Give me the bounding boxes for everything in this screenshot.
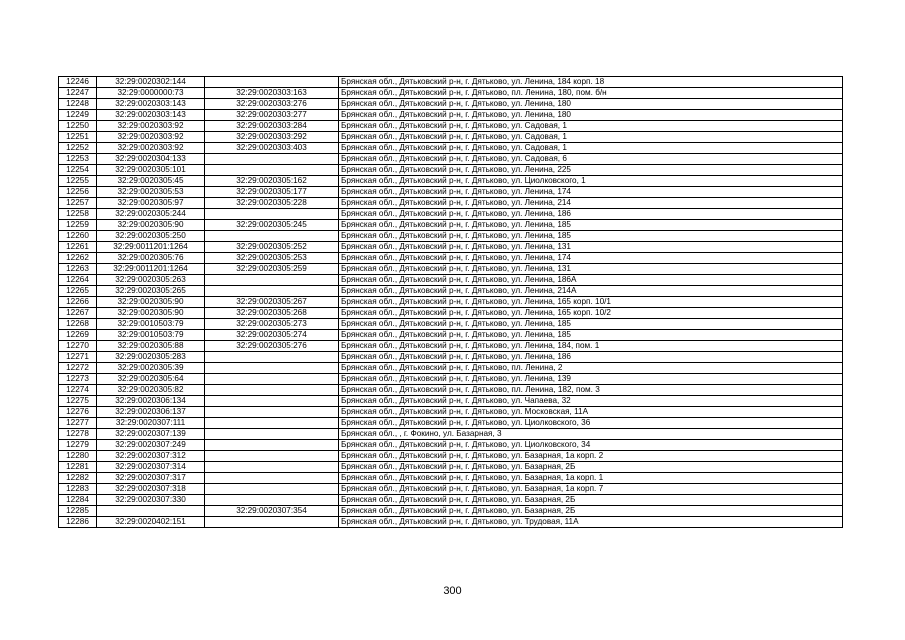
cadastral-number-cell: 32:29:0020303:92 xyxy=(97,121,205,132)
table-row xyxy=(59,308,843,319)
table-row xyxy=(59,154,843,165)
row-number-cell: 12251 xyxy=(59,132,97,143)
table-row xyxy=(59,341,843,352)
table-row xyxy=(59,429,843,440)
row-number-cell: 12269 xyxy=(59,330,97,341)
table-row xyxy=(59,198,843,209)
object-cadastral-number-cell: 32:29:0020305:245 xyxy=(205,220,339,231)
table-row xyxy=(59,143,843,154)
row-number-cell: 12274 xyxy=(59,385,97,396)
table-row xyxy=(59,495,843,506)
cadastral-number-cell: 32:29:0020307:249 xyxy=(97,440,205,451)
address-cell: Брянская обл., Дятьковский р-н, г. Дятьково, ул. Ленина, 180 xyxy=(339,99,843,110)
address-cell: Брянская обл., Дятьковский р-н, г. Дятьково, пл. Ленина, 182, пом. 3 xyxy=(339,385,843,396)
object-cadastral-number-cell xyxy=(205,286,339,297)
table-row xyxy=(59,385,843,396)
cadastral-number-cell: 32:29:0020305:90 xyxy=(97,220,205,231)
object-cadastral-number-cell: 32:29:0020305:268 xyxy=(205,308,339,319)
address-cell: Брянская обл., Дятьковский р-н, г. Дятьково, ул. Базарная, 2Б xyxy=(339,506,843,517)
cadastral-number-cell: 32:29:0020307:139 xyxy=(97,429,205,440)
object-cadastral-number-cell: 32:29:0020303:284 xyxy=(205,121,339,132)
table-row xyxy=(59,319,843,330)
table-row xyxy=(59,352,843,363)
cadastral-number-cell: 32:29:0020305:101 xyxy=(97,165,205,176)
row-number-cell: 12260 xyxy=(59,231,97,242)
address-cell: Брянская обл., Дятьковский р-н, г. Дятьково, ул. Базарная, 1а корп. 7 xyxy=(339,484,843,495)
row-number-cell: 12270 xyxy=(59,341,97,352)
address-cell: Брянская обл., Дятьковский р-н, г. Дятьково, ул. Садовая, 1 xyxy=(339,143,843,154)
table-row xyxy=(59,220,843,231)
table-row xyxy=(59,264,843,275)
table-row xyxy=(59,407,843,418)
address-cell: Брянская обл., Дятьковский р-н, г. Дятьково, ул. Базарная, 2Б xyxy=(339,462,843,473)
table-row xyxy=(59,297,843,308)
registry-table-body xyxy=(59,77,843,528)
row-number-cell: 12279 xyxy=(59,440,97,451)
object-cadastral-number-cell xyxy=(205,352,339,363)
cadastral-number-cell: 32:29:0020307:318 xyxy=(97,484,205,495)
row-number-cell: 12280 xyxy=(59,451,97,462)
cadastral-number-cell: 32:29:0020305:97 xyxy=(97,198,205,209)
row-number-cell: 12285 xyxy=(59,506,97,517)
cadastral-number-cell: 32:29:0020307:317 xyxy=(97,473,205,484)
cadastral-number-cell: 32:29:0020305:45 xyxy=(97,176,205,187)
cadastral-number-cell: 32:29:0020307:314 xyxy=(97,462,205,473)
object-cadastral-number-cell: 32:29:0020303:277 xyxy=(205,110,339,121)
cadastral-number-cell: 32:29:0020305:76 xyxy=(97,253,205,264)
table-row xyxy=(59,132,843,143)
table-row xyxy=(59,374,843,385)
table-row xyxy=(59,473,843,484)
object-cadastral-number-cell: 32:29:0020303:292 xyxy=(205,132,339,143)
table-row xyxy=(59,275,843,286)
object-cadastral-number-cell: 32:29:0020305:252 xyxy=(205,242,339,253)
object-cadastral-number-cell: 32:29:0020303:163 xyxy=(205,88,339,99)
cadastral-number-cell: 32:29:0020305:39 xyxy=(97,363,205,374)
object-cadastral-number-cell: 32:29:0020305:259 xyxy=(205,264,339,275)
object-cadastral-number-cell: 32:29:0020303:403 xyxy=(205,143,339,154)
row-number-cell: 12253 xyxy=(59,154,97,165)
table-row xyxy=(59,231,843,242)
address-cell: Брянская обл., Дятьковский р-н, г. Дятьково, ул. Ленина, 214А xyxy=(339,286,843,297)
table-row xyxy=(59,110,843,121)
object-cadastral-number-cell: 32:29:0020305:253 xyxy=(205,253,339,264)
table-row xyxy=(59,99,843,110)
cadastral-number-cell: 32:29:0020306:137 xyxy=(97,407,205,418)
address-cell: Брянская обл., Дятьковский р-н, г. Дятьково, ул. Ленина, 185 xyxy=(339,220,843,231)
row-number-cell: 12254 xyxy=(59,165,97,176)
row-number-cell: 12283 xyxy=(59,484,97,495)
address-cell: Брянская обл., Дятьковский р-н, г. Дятьково, ул. Трудовая, 11А xyxy=(339,517,843,528)
cadastral-number-cell: 32:29:0020305:90 xyxy=(97,308,205,319)
object-cadastral-number-cell xyxy=(205,440,339,451)
table-row xyxy=(59,462,843,473)
row-number-cell: 12271 xyxy=(59,352,97,363)
address-cell: Брянская обл., Дятьковский р-н, г. Дятьково, ул. Ленина, 184, пом. 1 xyxy=(339,341,843,352)
address-cell: Брянская обл., Дятьковский р-н, г. Дятьково, ул. Циолковского, 36 xyxy=(339,418,843,429)
object-cadastral-number-cell: 32:29:0020305:274 xyxy=(205,330,339,341)
table-row xyxy=(59,363,843,374)
object-cadastral-number-cell xyxy=(205,363,339,374)
row-number-cell: 12278 xyxy=(59,429,97,440)
row-number-cell: 12249 xyxy=(59,110,97,121)
address-cell: Брянская обл., Дятьковский р-н, г. Дятьково, ул. Циолковского, 1 xyxy=(339,176,843,187)
object-cadastral-number-cell xyxy=(205,231,339,242)
cadastral-number-cell: 32:29:0020307:111 xyxy=(97,418,205,429)
object-cadastral-number-cell: 32:29:0020305:267 xyxy=(205,297,339,308)
row-number-cell: 12262 xyxy=(59,253,97,264)
object-cadastral-number-cell xyxy=(205,429,339,440)
object-cadastral-number-cell: 32:29:0020305:228 xyxy=(205,198,339,209)
cadastral-number-cell: 32:29:0020303:92 xyxy=(97,143,205,154)
cadastral-number-cell: 32:29:0020305:265 xyxy=(97,286,205,297)
cadastral-number-cell: 32:29:0020302:144 xyxy=(97,77,205,88)
registry-table xyxy=(58,76,843,528)
table-row xyxy=(59,121,843,132)
address-cell: Брянская обл., Дятьковский р-н, г. Дятьково, ул. Садовая, 6 xyxy=(339,154,843,165)
cadastral-number-cell: 32:29:0010503:79 xyxy=(97,319,205,330)
address-cell: Брянская обл., Дятьковский р-н, г. Дятьково, ул. Базарная, 1а корп. 2 xyxy=(339,451,843,462)
row-number-cell: 12246 xyxy=(59,77,97,88)
address-cell: Брянская обл., Дятьковский р-н, г. Дятьково, ул. Базарная, 2Б xyxy=(339,495,843,506)
cadastral-number-cell: 32:29:0020305:250 xyxy=(97,231,205,242)
table-row xyxy=(59,77,843,88)
object-cadastral-number-cell: 32:29:0020303:276 xyxy=(205,99,339,110)
object-cadastral-number-cell xyxy=(205,396,339,407)
object-cadastral-number-cell xyxy=(205,154,339,165)
cadastral-number-cell: 32:29:0020305:88 xyxy=(97,341,205,352)
row-number-cell: 12275 xyxy=(59,396,97,407)
page-number: 300 xyxy=(443,585,462,597)
object-cadastral-number-cell: 32:29:0020307:354 xyxy=(205,506,339,517)
address-cell: Брянская обл., Дятьковский р-н, г. Дятьково, ул. Ленина, 185 xyxy=(339,319,843,330)
address-cell: Брянская обл., Дятьковский р-н, г. Дятьково, ул. Московская, 11А xyxy=(339,407,843,418)
table-row xyxy=(59,176,843,187)
address-cell: Брянская обл., Дятьковский р-н, г. Дятьково, ул. Ленина, 214 xyxy=(339,198,843,209)
address-cell: Брянская обл., Дятьковский р-н, г. Дятьково, ул. Ленина, 165 корп. 10/1 xyxy=(339,297,843,308)
row-number-cell: 12266 xyxy=(59,297,97,308)
row-number-cell: 12252 xyxy=(59,143,97,154)
cadastral-number-cell: 32:29:0020303:143 xyxy=(97,110,205,121)
table-row xyxy=(59,242,843,253)
table-row xyxy=(59,209,843,220)
address-cell: Брянская обл., Дятьковский р-н, г. Дятьково, ул. Ленина, 174 xyxy=(339,253,843,264)
row-number-cell: 12273 xyxy=(59,374,97,385)
row-number-cell: 12286 xyxy=(59,517,97,528)
cadastral-number-cell: 32:29:0020303:92 xyxy=(97,132,205,143)
address-cell: Брянская обл., Дятьковский р-н, г. Дятьково, ул. Чапаева, 32 xyxy=(339,396,843,407)
row-number-cell: 12277 xyxy=(59,418,97,429)
object-cadastral-number-cell xyxy=(205,495,339,506)
row-number-cell: 12255 xyxy=(59,176,97,187)
object-cadastral-number-cell xyxy=(205,209,339,220)
object-cadastral-number-cell xyxy=(205,418,339,429)
address-cell: Брянская обл., Дятьковский р-н, г. Дятьково, ул. Ленина, 165 корп. 10/2 xyxy=(339,308,843,319)
cadastral-number-cell: 32:29:0020303:143 xyxy=(97,99,205,110)
cadastral-number-cell: 32:29:0020305:244 xyxy=(97,209,205,220)
address-cell: Брянская обл., Дятьковский р-н, г. Дятьково, ул. Ленина, 131 xyxy=(339,264,843,275)
table-row xyxy=(59,286,843,297)
cadastral-number-cell: 32:29:0020304:133 xyxy=(97,154,205,165)
object-cadastral-number-cell xyxy=(205,462,339,473)
address-cell: Брянская обл., Дятьковский р-н, г. Дятьково, ул. Садовая, 1 xyxy=(339,132,843,143)
cadastral-number-cell: 32:29:0011201:1264 xyxy=(97,264,205,275)
cadastral-number-cell: 32:29:0010503:79 xyxy=(97,330,205,341)
row-number-cell: 12263 xyxy=(59,264,97,275)
object-cadastral-number-cell xyxy=(205,374,339,385)
cadastral-number-cell: 32:29:0020306:134 xyxy=(97,396,205,407)
table-row xyxy=(59,187,843,198)
object-cadastral-number-cell xyxy=(205,77,339,88)
row-number-cell: 12272 xyxy=(59,363,97,374)
cadastral-number-cell: 32:29:0020307:312 xyxy=(97,451,205,462)
object-cadastral-number-cell xyxy=(205,275,339,286)
address-cell: Брянская обл., Дятьковский р-н, г. Дятьково, ул. Ленина, 180 xyxy=(339,110,843,121)
row-number-cell: 12261 xyxy=(59,242,97,253)
address-cell: Брянская обл., Дятьковский р-н, г. Дятьково, пл. Ленина, 180, пом. б/н xyxy=(339,88,843,99)
row-number-cell: 12264 xyxy=(59,275,97,286)
address-cell: Брянская обл., Дятьковский р-н, г. Дятьково, ул. Ленина, 131 xyxy=(339,242,843,253)
table-row xyxy=(59,165,843,176)
row-number-cell: 12268 xyxy=(59,319,97,330)
object-cadastral-number-cell xyxy=(205,473,339,484)
cadastral-number-cell: 32:29:0020305:53 xyxy=(97,187,205,198)
address-cell: Брянская обл., Дятьковский р-н, г. Дятьково, ул. Ленина, 185 xyxy=(339,231,843,242)
row-number-cell: 12258 xyxy=(59,209,97,220)
object-cadastral-number-cell xyxy=(205,451,339,462)
object-cadastral-number-cell xyxy=(205,385,339,396)
address-cell: Брянская обл., Дятьковский р-н, г. Дятьково, ул. Ленина, 174 xyxy=(339,187,843,198)
cadastral-number-cell: 32:29:0020305:64 xyxy=(97,374,205,385)
object-cadastral-number-cell: 32:29:0020305:273 xyxy=(205,319,339,330)
cadastral-number-cell: 32:29:0020305:82 xyxy=(97,385,205,396)
cadastral-number-cell: 32:29:0020305:283 xyxy=(97,352,205,363)
address-cell: Брянская обл., Дятьковский р-н, г. Дятьково, ул. Ленина, 139 xyxy=(339,374,843,385)
cadastral-number-cell: 32:29:0020305:90 xyxy=(97,297,205,308)
row-number-cell: 12259 xyxy=(59,220,97,231)
address-cell: Брянская обл., Дятьковский р-н, г. Дятьково, ул. Ленина, 225 xyxy=(339,165,843,176)
table-row xyxy=(59,440,843,451)
address-cell: Брянская обл., Дятьковский р-н, г. Дятьково, ул. Ленина, 184 корп. 18 xyxy=(339,77,843,88)
table-row xyxy=(59,484,843,495)
address-cell: Брянская обл., Дятьковский р-н, г. Дятьково, пл. Ленина, 2 xyxy=(339,363,843,374)
address-cell: Брянская обл., Дятьковский р-н, г. Дятьково, ул. Ленина, 186А xyxy=(339,275,843,286)
address-cell: Брянская обл., Дятьковский р-н, г. Дятьково, ул. Циолковского, 34 xyxy=(339,440,843,451)
cadastral-number-cell: 32:29:0020307:330 xyxy=(97,495,205,506)
table-row xyxy=(59,418,843,429)
address-cell: Брянская обл., Дятьковский р-н, г. Дятьково, ул. Садовая, 1 xyxy=(339,121,843,132)
table-row xyxy=(59,517,843,528)
object-cadastral-number-cell xyxy=(205,517,339,528)
object-cadastral-number-cell: 32:29:0020305:162 xyxy=(205,176,339,187)
object-cadastral-number-cell xyxy=(205,484,339,495)
row-number-cell: 12256 xyxy=(59,187,97,198)
row-number-cell: 12281 xyxy=(59,462,97,473)
row-number-cell: 12247 xyxy=(59,88,97,99)
table-row xyxy=(59,88,843,99)
address-cell: Брянская обл., Дятьковский р-н, г. Дятьково, ул. Ленина, 186 xyxy=(339,352,843,363)
table-row xyxy=(59,330,843,341)
row-number-cell: 12282 xyxy=(59,473,97,484)
cadastral-number-cell: 32:29:0020305:263 xyxy=(97,275,205,286)
object-cadastral-number-cell: 32:29:0020305:276 xyxy=(205,341,339,352)
table-row xyxy=(59,253,843,264)
object-cadastral-number-cell xyxy=(205,165,339,176)
address-cell: Брянская обл., , г. Фокино, ул. Базарная, 3 xyxy=(339,429,843,440)
cadastral-number-cell: 32:29:0011201:1264 xyxy=(97,242,205,253)
row-number-cell: 12276 xyxy=(59,407,97,418)
row-number-cell: 12248 xyxy=(59,99,97,110)
row-number-cell: 12284 xyxy=(59,495,97,506)
row-number-cell: 12265 xyxy=(59,286,97,297)
row-number-cell: 12267 xyxy=(59,308,97,319)
address-cell: Брянская обл., Дятьковский р-н, г. Дятьково, ул. Ленина, 186 xyxy=(339,209,843,220)
table-row xyxy=(59,506,843,517)
table-row xyxy=(59,396,843,407)
cadastral-number-cell: 32:29:0000000:73 xyxy=(97,88,205,99)
table-row xyxy=(59,451,843,462)
address-cell: Брянская обл., Дятьковский р-н, г. Дятьково, ул. Базарная, 1а корп. 1 xyxy=(339,473,843,484)
row-number-cell: 12257 xyxy=(59,198,97,209)
row-number-cell: 12250 xyxy=(59,121,97,132)
address-cell: Брянская обл., Дятьковский р-н, г. Дятьково, ул. Ленина, 185 xyxy=(339,330,843,341)
object-cadastral-number-cell: 32:29:0020305:177 xyxy=(205,187,339,198)
object-cadastral-number-cell xyxy=(205,407,339,418)
cadastral-number-cell: 32:29:0020402:151 xyxy=(97,517,205,528)
cadastral-number-cell xyxy=(97,506,205,517)
